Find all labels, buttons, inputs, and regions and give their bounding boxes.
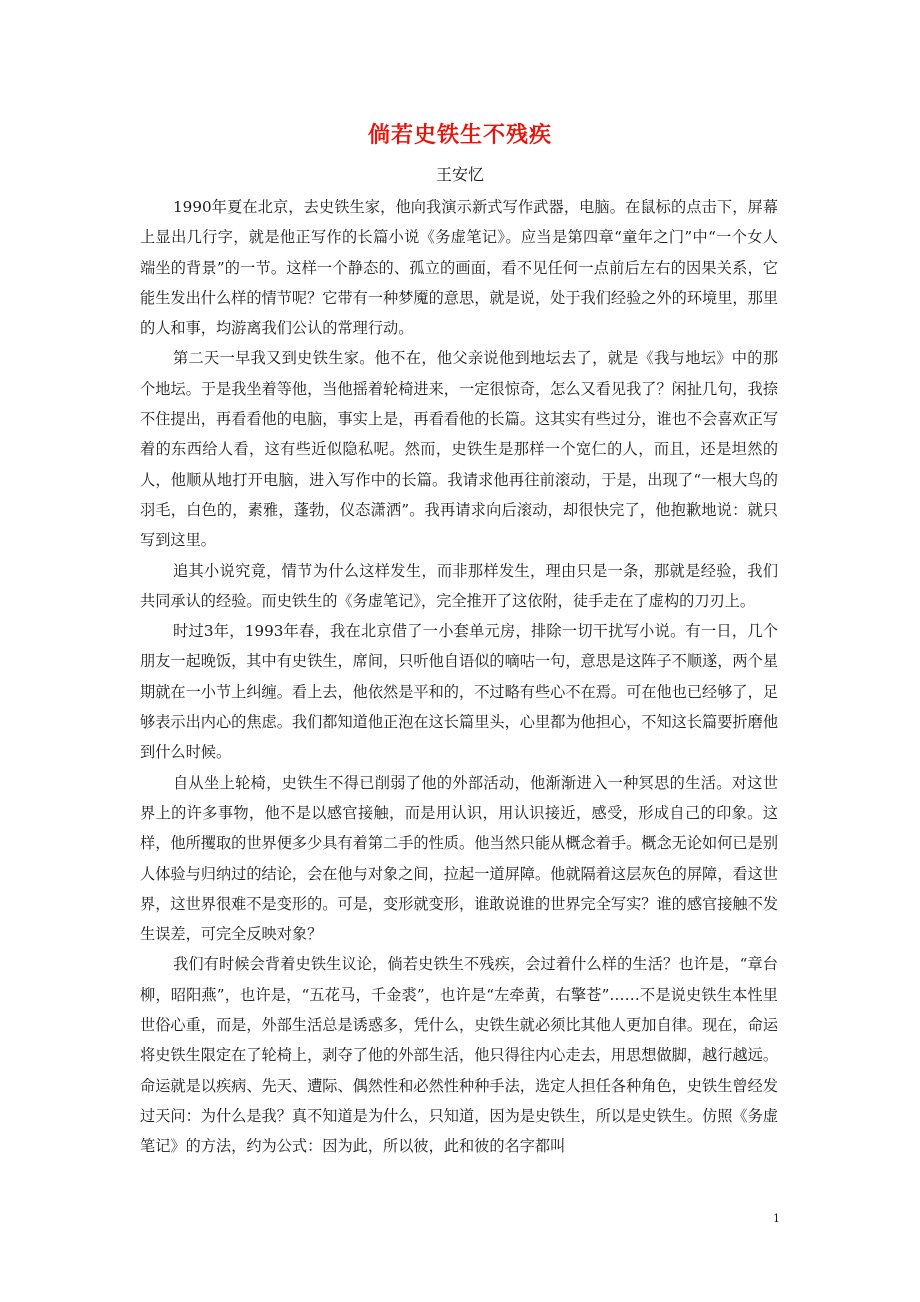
article-body <box>140 192 778 1162</box>
article-author: 王安忆 <box>435 165 484 184</box>
paragraph-6: 我们有时候会背着史铁生议论，倘若史铁生不残疾，会过着什么样的生活？也许是，“章台柳，昭阳燕”，也许是，“五花马，千金裘”，也许是“左牵黄，右擎苍”……不是说史铁生本性里世俗心重，而是，外部生活总是诱惑多，凭什么，史铁生就必须比其他人更加自律。现在，命运将史铁生限定在了轮椅上，剥夺了他的外部生活，他只得往内心走去，用思想做脚，越行越远。命运就是以疾病、先天、遭际、偶然性和必然性种种手法，选定人担任各种角色，史铁生曾经发过天问：为什么是我？真不知道是为什么，只知道，因为是史铁生，所以是史铁生。仿照《务虚笔记》的方法，约为公式：因为此，所以彼，此和彼的名字都叫 <box>140 955 778 1156</box>
paragraph-5: 自从坐上轮椅，史铁生不得已削弱了他的外部活动，他渐渐进入一种冥思的生活。对这世界上的许多事物，他不是以感官接触，而是用认识，用认识接近，感受，形成自己的印象。这样，他所攫取的世界便多少具有着第二手的性质。他当然只能从概念着手。概念无论如何已是别人体验与归纳过的结论，会在他与对象之间，拉起一道屏障。他就隔着这层灰色的屏障，看这世界，这世界很难不是变形的。可是，变形就变形，谁敢说谁的世界完全写实？谁的感官接触不发生误差，可完全反映对象？ <box>140 773 778 944</box>
paragraph-1: 1990年夏在北京，去史铁生家，他向我演示新式写作武器，电脑。在鼠标的点击下，屏幕上显出几行字，就是他正写作的长篇小说《务虚笔记》。应当是第四章“童年之门”中“一个女人端坐的背景”的一节。这样一个静态的、孤立的画面，看不见任何一点前后左右的因果关系，它能生发出什么样的情节呢？它带有一种梦魇的意思，就是说，处于我们经验之外的环境里，那里的人和事，均游离我们公认的常理行动。 <box>140 198 778 338</box>
paragraph-2: 第二天一早我又到史铁生家。他不在，他父亲说他到地坛去了，就是《我与地坛》中的那个地坛。于是我坐着等他，当他摇着轮椅进来，一定很惊奇，怎么又看见我了？闲扯几句，我捺不住提出，再看看他的电脑，事实上是，再看看他的长篇。这其实有些过分，谁也不会喜欢正写着的东西给人看，这有些近似隐私呢。然而，史铁生是那样一个宽仁的人，而且，还是坦然的人，他顺从地打开电脑，进入写作中的长篇。我请求他再往前滚动，于是，出现了“一根大鸟的羽毛，白色的，素雅，蓬勃，仪态潇洒”。我再请求向后滚动，却很快完了，他抱歉地说：就只写到这里。 <box>140 349 778 550</box>
paragraph-3: 追其小说究竟，情节为什么这样发生，而非那样发生，理由只是一条，那就是经验，我们共同承认的经验。而史铁生的《务虚笔记》，完全推开了这依附，徒手走在了虚构的刀刃上。 <box>140 561 778 610</box>
paragraph-4: 时过3年，1993年春，我在北京借了一小套单元房，排除一切干扰写小说。有一日，几个朋友一起晚饭，其中有史铁生，席间，只听他自语似的嘀咕一句，意思是这阵子不顺遂，两个星期就在一小节上纠缠。看上去，他依然是平和的，不过略有些心不在焉。可在他也已经够了，足够表示出内心的焦虑。我们都知道他正泡在这长篇里头，心里都为他担心，不知这长篇要折磨他到什么时候。 <box>140 622 778 762</box>
page-number: 1 <box>773 1212 780 1225</box>
article-title: 倘若史铁生不残疾 <box>367 122 552 148</box>
